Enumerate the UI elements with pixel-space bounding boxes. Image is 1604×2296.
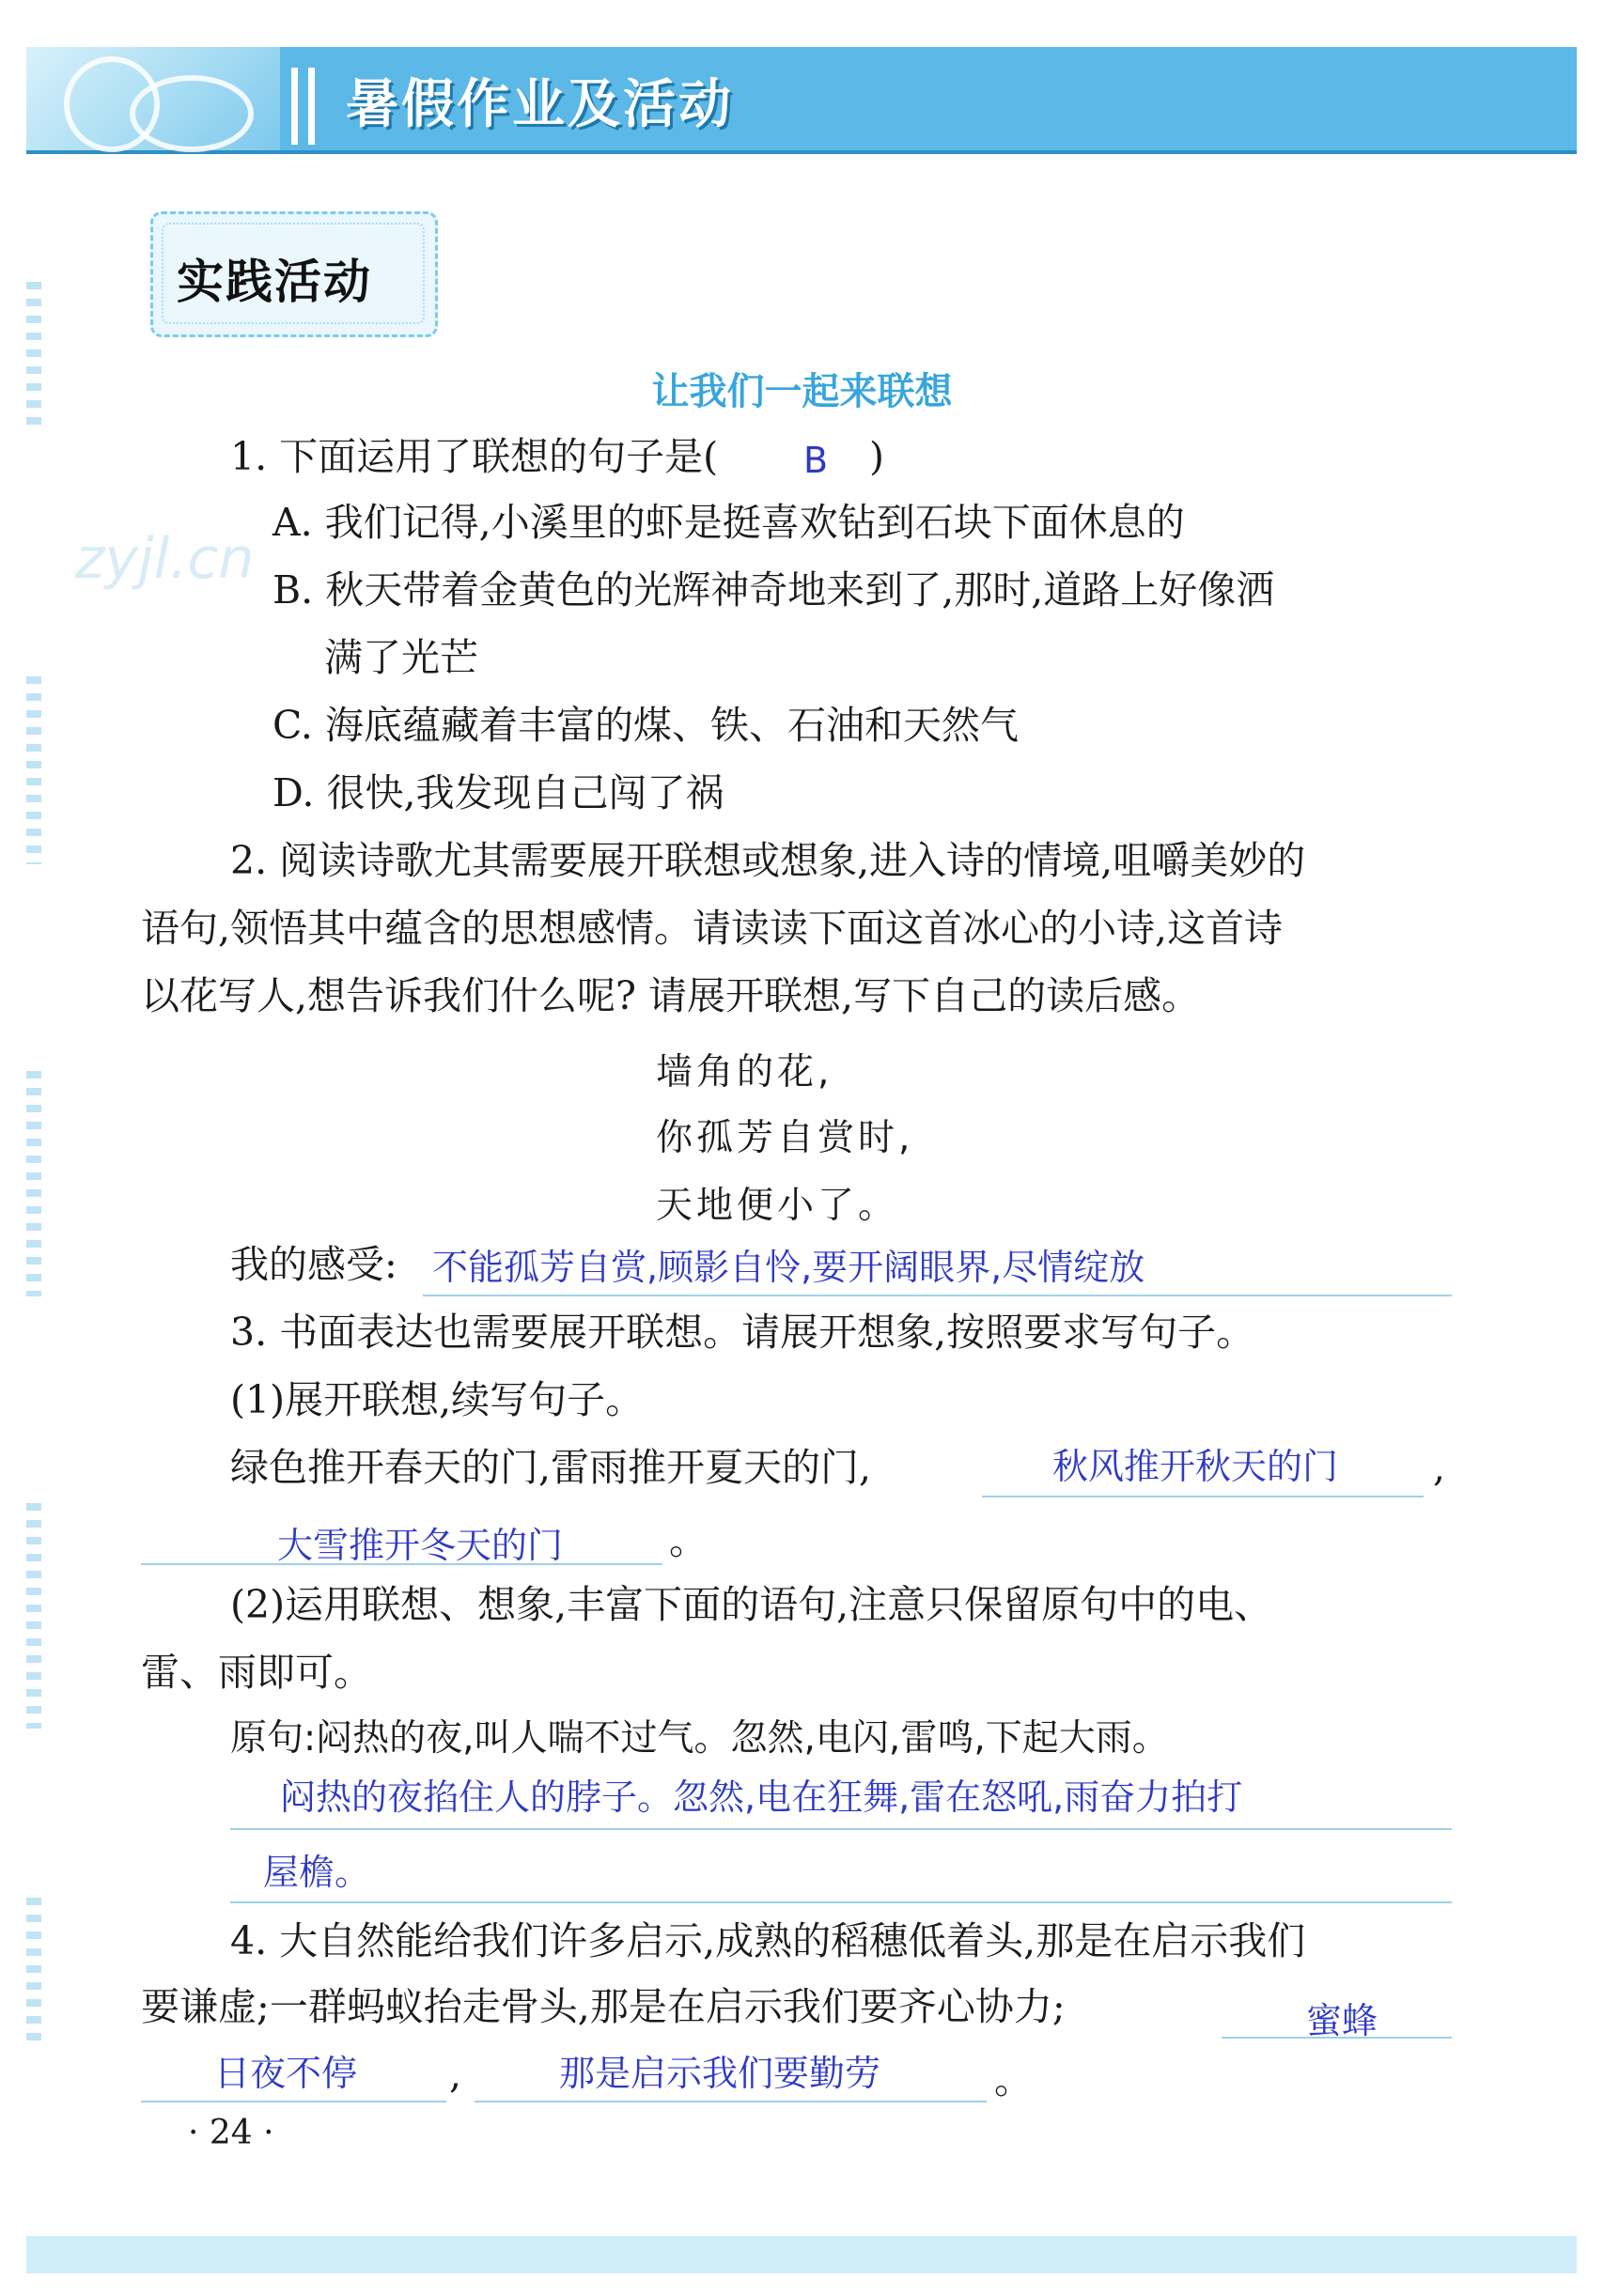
q1-answer: B bbox=[803, 440, 829, 481]
q1-option-b: B. 秋天带着金黄色的光辉神奇地来到了,那时,道路上好像洒 bbox=[273, 567, 1275, 613]
poem-line: 天地便小了。 bbox=[656, 1185, 899, 1227]
q3-part1-comma: , bbox=[1433, 1445, 1446, 1490]
section-badge-label: 实践活动 bbox=[177, 255, 372, 309]
q1-prompt-close: ) bbox=[869, 434, 884, 479]
q1-prompt: 1. 下面运用了联想的句子是( bbox=[230, 434, 719, 479]
header-divider bbox=[291, 68, 298, 145]
q3-part1-answer: 秋风推开秋天的门 bbox=[1052, 1446, 1339, 1487]
side-decoration bbox=[26, 1503, 41, 1729]
side-decoration bbox=[26, 1071, 41, 1296]
q4-answer: 那是启示我们要勤劳 bbox=[559, 2053, 881, 2094]
q2-text-line: 语句,领悟其中蕴含的思想感情。请读读下面这首冰心的小诗,这首诗 bbox=[141, 906, 1284, 951]
footer-band bbox=[26, 2236, 1577, 2273]
q4-text-line: 4. 大自然能给我们许多启示,成熟的稻穗低着头,那是在启示我们 bbox=[230, 1918, 1306, 1963]
q3-part2-answer: 屋檐。 bbox=[263, 1852, 371, 1893]
poem-line: 你孤芳自赏时, bbox=[656, 1117, 914, 1159]
q1-option-a: A. 我们记得,小溪里的虾是挺喜欢钻到石块下面休息的 bbox=[273, 500, 1185, 545]
answer-line bbox=[423, 1295, 1452, 1296]
q1-option-b-cont: 满了光芒 bbox=[324, 635, 478, 680]
q3-part2-text: 雷、雨即可。 bbox=[141, 1650, 372, 1695]
q3-part2-text: (2)运用联想、想象,丰富下面的语句,注意只保留原句中的电、 bbox=[230, 1582, 1273, 1627]
watermark: zyjl.cn bbox=[75, 526, 255, 592]
q4-text-line: 要谦虚;一群蚂蚁抬走骨头,那是在启示我们要齐心协力; bbox=[141, 1984, 1066, 2029]
q3-part1-answer: 大雪推开冬天的门 bbox=[277, 1525, 564, 1566]
header-illustration bbox=[26, 47, 280, 150]
q1-option-d: D. 很快,我发现自己闯了祸 bbox=[273, 770, 724, 815]
activity-title: 让我们一起来联想 bbox=[651, 370, 953, 413]
q3-original-sentence: 原句:闷热的夜,叫人喘不过气。忽然,电闪,雷鸣,下起大雨。 bbox=[230, 1717, 1169, 1760]
answer-line bbox=[141, 2101, 446, 2102]
q3-part1-text: 绿色推开春天的门,雷雨推开夏天的门, bbox=[230, 1445, 872, 1490]
answer-line bbox=[475, 2101, 987, 2102]
header-title: 暑假作业及活动 bbox=[346, 74, 734, 135]
q4-comma: , bbox=[449, 2052, 462, 2097]
page-number: · 24 · bbox=[188, 2114, 274, 2152]
answer-line bbox=[230, 1828, 1452, 1830]
feeling-label: 我的感受: bbox=[230, 1242, 397, 1287]
q1-option-c: C. 海底蕴藏着丰富的煤、铁、石油和天然气 bbox=[273, 703, 1019, 748]
header-divider bbox=[308, 68, 315, 145]
q4-period: 。 bbox=[994, 2057, 1033, 2102]
answer-line bbox=[141, 1563, 662, 1565]
q4-answer: 蜜蜂 bbox=[1306, 2000, 1378, 2041]
q4-answer: 日夜不停 bbox=[214, 2053, 358, 2094]
q2-text-line: 以花写人,想告诉我们什么呢? 请展开联想,写下自己的读后感。 bbox=[141, 973, 1201, 1018]
answer-line bbox=[1222, 2037, 1452, 2039]
q3-intro: 3. 书面表达也需要展开联想。请展开想象,按照要求写句子。 bbox=[230, 1310, 1255, 1355]
q3-part1-period: 。 bbox=[669, 1518, 708, 1563]
q3-part2-answer: 闷热的夜掐住人的脖子。忽然,电在狂舞,雷在怒吼,雨奋力拍打 bbox=[280, 1776, 1243, 1818]
side-decoration bbox=[26, 676, 41, 864]
answer-line bbox=[982, 1496, 1424, 1497]
feeling-answer: 不能孤芳自赏,顾影自怜,要开阔眼界,尽情绽放 bbox=[432, 1247, 1145, 1288]
poem-line: 墙角的花, bbox=[656, 1051, 833, 1094]
q2-text-line: 2. 阅读诗歌尤其需要展开联想或想象,进入诗的情境,咀嚼美妙的 bbox=[230, 838, 1306, 883]
answer-line bbox=[230, 1901, 1452, 1903]
side-decoration bbox=[26, 1898, 41, 2048]
q3-part1-label: (1)展开联想,续写句子。 bbox=[230, 1377, 645, 1422]
